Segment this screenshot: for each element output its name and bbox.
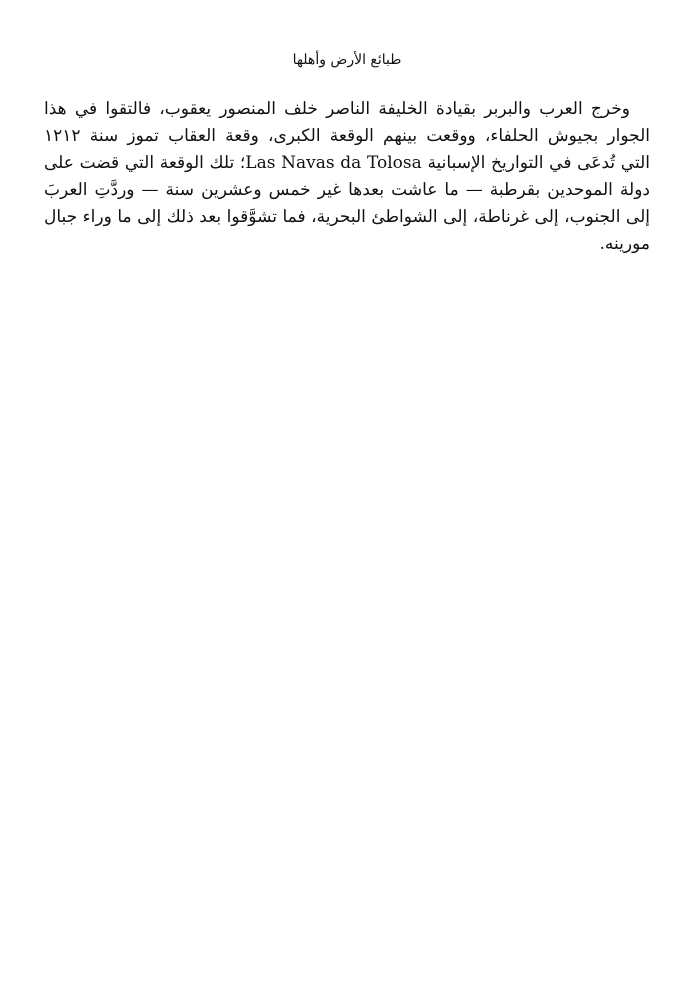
line3-arabic-start: التي تُدعَى في التواريخ الإسبانية xyxy=(427,153,651,173)
running-header: طبائع الأرض وأهلها xyxy=(292,52,402,68)
paragraph-line-6: مورينه. xyxy=(599,234,650,254)
latin-place-name: Las Navas da Tolosa xyxy=(245,153,422,173)
paragraph-line-5: إلى الجنوب، إلى غرناطة، إلى الشواطئ البحرية، فما تشوَّقوا بعد ذلك إلى ما وراء جبال xyxy=(44,207,650,227)
line3-arabic-end: ؛ تلك الوقعة التي قضت على xyxy=(44,153,246,173)
paragraph-line-3 xyxy=(44,150,650,177)
paragraph-line-4: دولة الموحدين بقرطبة — ما عاشت بعدها غير خمس وعشرين سنة — وردَّتِ العربَ xyxy=(44,180,650,200)
paragraph-line-1: وخرج العرب والبربر بقيادة الخليفة الناصر خلف المنصور يعقوب، فالتقوا في هذا xyxy=(44,99,630,119)
paragraph-line-2: الجوار بجيوش الحلفاء، ووقعت بينهم الوقعة الكبرى، وقعة العقاب تموز سنة ١٢١٢ xyxy=(44,126,650,146)
body-paragraph xyxy=(44,96,650,258)
